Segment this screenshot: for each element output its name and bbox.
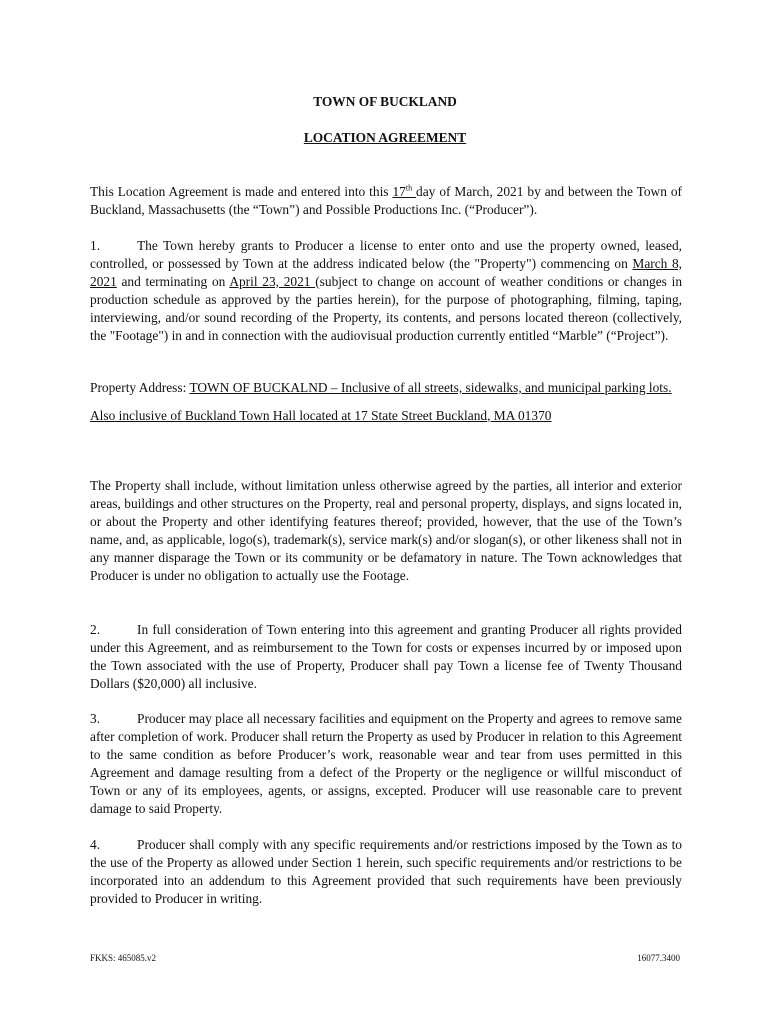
intro-paragraph	[90, 183, 682, 219]
section-1-text-2: and terminating on	[116, 273, 230, 289]
intro-text-2: day of March, 2021 by and between the Town of Buckland, Massachusetts (the “Town”) and Possible Productions Inc. (“Producer”).	[90, 184, 682, 217]
section-3	[90, 710, 682, 817]
section-4-text: Producer shall comply with any specific requirements and/or restrictions imposed by the Town as to the use of the Property as allowed under Section 1 herein, such specific requirements and/or restrictions to be incorporated into an addendum to this Agreement provided that such requirements have been previously provided to Producer in writing.	[90, 837, 682, 906]
section-4-number: 4.	[90, 837, 101, 852]
end-date: April 23, 2021	[229, 273, 316, 289]
property-address-value: TOWN OF BUCKALND – Inclusive of all streets, sidewalks, and municipal parking lots. Also inclusive of Buckland Town Hall located at 17 State Street Buckland, MA 01370	[90, 380, 672, 423]
town-heading: TOWN OF BUCKLAND	[313, 94, 457, 109]
section-3-text: Producer may place all necessary facilities and equipment on the Property and agrees to remove same after completion of work. Producer shall return the Property as used by Producer in relation to this Agreement to the same condition as before Producer’s work, reasonable wear and tear from uses permitted in this Agreement and damage resulting from a defect of the Property or the negligence or willful misconduct of Town or any of its employees, agents, or assigns, excepted. Producer will use reasonable care to prevent damage to said Property.	[90, 711, 682, 816]
section-1-text-1: The Town hereby grants to Producer a license to enter onto and use the property owned, leased, controlled, or possessed by Town at the address indicated below (the "Property") commencing on	[90, 238, 682, 271]
intro-text-1: This Location Agreement is made and entered into this	[90, 184, 393, 199]
section-1-number: 1.	[90, 238, 101, 253]
section-2	[90, 621, 682, 693]
section-1-text-3: (subject to change on account of weather conditions or changes in production schedule as approved by the parties herein), for the purpose of photographing, filming, taping, interviewing, and/or sound recording of the Property, its contents, and persons located thereon (collectively, the "Footage") in and in connection with the audiovisual production currently entitled “Marble” (“Project”).	[90, 273, 683, 343]
section-3-number: 3.	[90, 711, 101, 726]
section-2-number: 2.	[90, 622, 101, 637]
property-paragraph: The Property shall include, without limitation unless otherwise agreed by the parties, all interior and exterior areas, buildings and other structures on the Property, real and personal property, displays, and signs located in, or about the Property and other identifying features thereof; provided, however, that the use of the Town’s name, and, as applicable, logo(s), trademark(s), service mark(s) and/or slogan(s), or other likeness shall not in any manner disparage the Town or its community or be defamatory in nature. The Town acknowledges that Producer is under no obligation to actually use the Footage.	[90, 478, 682, 583]
agreement-day: 17th	[392, 183, 413, 199]
property-address	[90, 374, 690, 429]
footer-doc-id: FKKS: 465085.v2	[90, 953, 157, 963]
agreement-title: LOCATION AGREEMENT	[303, 130, 467, 145]
footer-matter-number: 16077.3400	[637, 953, 680, 963]
property-address-label: Property Address:	[90, 380, 190, 395]
section-4	[90, 836, 682, 908]
section-1	[90, 237, 682, 344]
section-2-text: In full consideration of Town entering into this agreement and granting Producer all rights provided under this Agreement, and as reimbursement to the Town for costs or expenses incurred by or imposed upon the Town associated with the use of Property, Producer shall pay Town a license fee of Twenty Thousand Dollars ($20,000) all inclusive.	[90, 622, 682, 691]
start-date: March 8, 2021	[90, 255, 683, 289]
